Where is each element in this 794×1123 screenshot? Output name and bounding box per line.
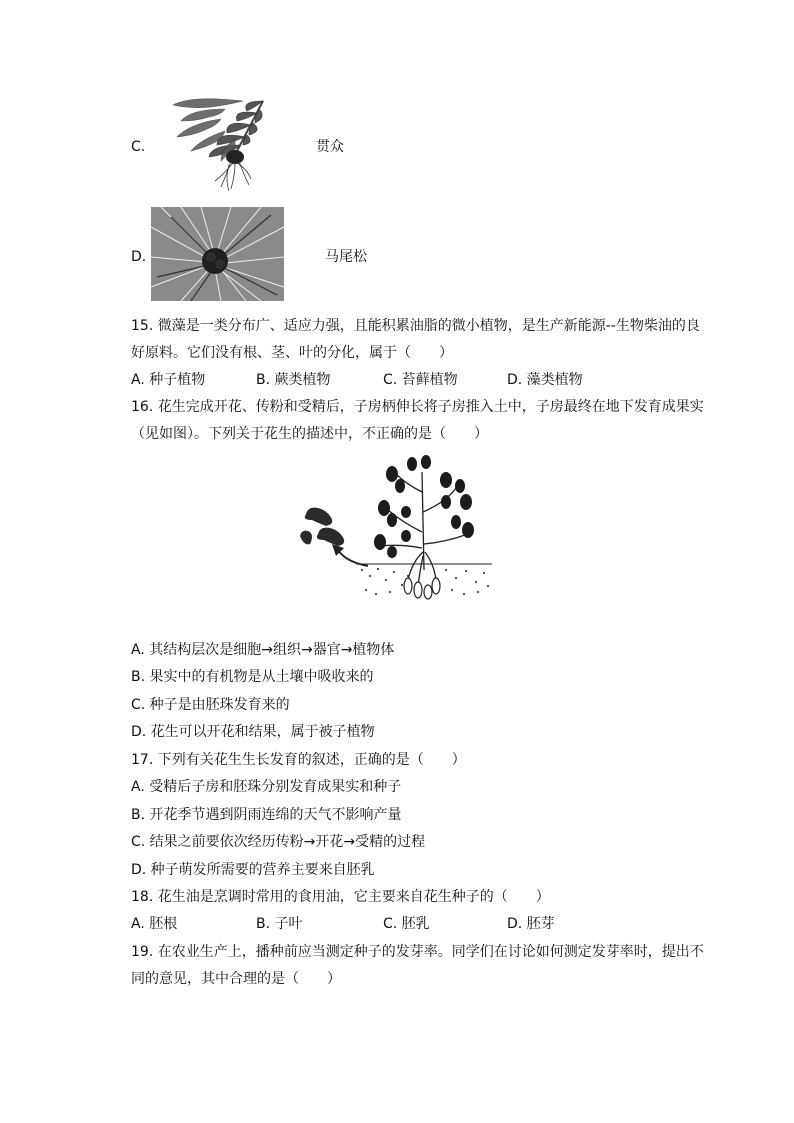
q15-option-b: B. 蕨类植物 (256, 372, 331, 388)
q16-option-b: B. 果实中的有机物是从土壤中吸收来的 (131, 669, 374, 685)
q15-text-line2: 好原料。它们没有根、茎、叶的分化，属于（ ） (131, 345, 453, 361)
q17-option-b: B. 开花季节遇到阴雨连绵的天气不影响产量 (131, 807, 402, 823)
peanut-plant-illustration (296, 452, 496, 612)
q18-option-a: A. 胚根 (131, 916, 178, 932)
q19-text-line1: 19. 在农业生产上，播种前应当测定种子的发芽率。同学们在讨论如何测定发芽率时，提出不 (131, 944, 704, 960)
q19-text-line2: 同的意见，其中合理的是（ ） (131, 971, 341, 987)
option-c-letter: C. (131, 139, 146, 155)
q15-text-line1: 15. 微藻是一类分布广、适应力强，且能积累油脂的微小植物，是生产新能源--生物柴油的良 (131, 318, 700, 334)
fern-image (151, 95, 269, 193)
q15-option-c: C. 苔藓植物 (383, 372, 458, 388)
q18-option-b: B. 子叶 (256, 916, 303, 932)
option-d-letter: D. (131, 249, 147, 265)
q18-option-d: D. 胚芽 (507, 916, 555, 932)
q17-option-c: C. 结果之前要依次经历传粉→开花→受精的过程 (131, 834, 426, 850)
q17-text-line1: 17. 下列有关花生生长发育的叙述，正确的是（ ） (131, 752, 466, 768)
q18-option-c: C. 胚乳 (383, 916, 430, 932)
pine-photo (151, 207, 284, 301)
q16-option-a: A. 其结构层次是细胞→组织→器官→植物体 (131, 642, 395, 658)
q16-text-line1: 16. 花生完成开花、传粉和受精后，子房柄伸长将子房推入土中，子房最终在地下发育成果实 (131, 399, 704, 415)
q15-option-a: A. 种子植物 (131, 372, 206, 388)
q16-text-line2: （见如图）。下列关于花生的描述中，不正确的是（ ） (131, 426, 488, 442)
q17-option-d: D. 种子萌发所需要的营养主要来自胚乳 (131, 862, 375, 878)
q15-option-d: D. 藻类植物 (507, 372, 583, 388)
q18-text-line1: 18. 花生油是烹调时常用的食用油，它主要来自花生种子的（ ） (131, 889, 550, 905)
q16-option-c: C. 种子是由胚珠发育来的 (131, 697, 290, 713)
q17-option-a: A. 受精后子房和胚珠分别发育成果实和种子 (131, 779, 402, 795)
q15-options (131, 370, 691, 390)
option-c-caption: 贯众 (316, 139, 344, 155)
q18-options (131, 914, 691, 934)
option-d-caption: 马尾松 (325, 249, 367, 265)
q16-option-d: D. 花生可以开花和结果，属于被子植物 (131, 724, 375, 740)
